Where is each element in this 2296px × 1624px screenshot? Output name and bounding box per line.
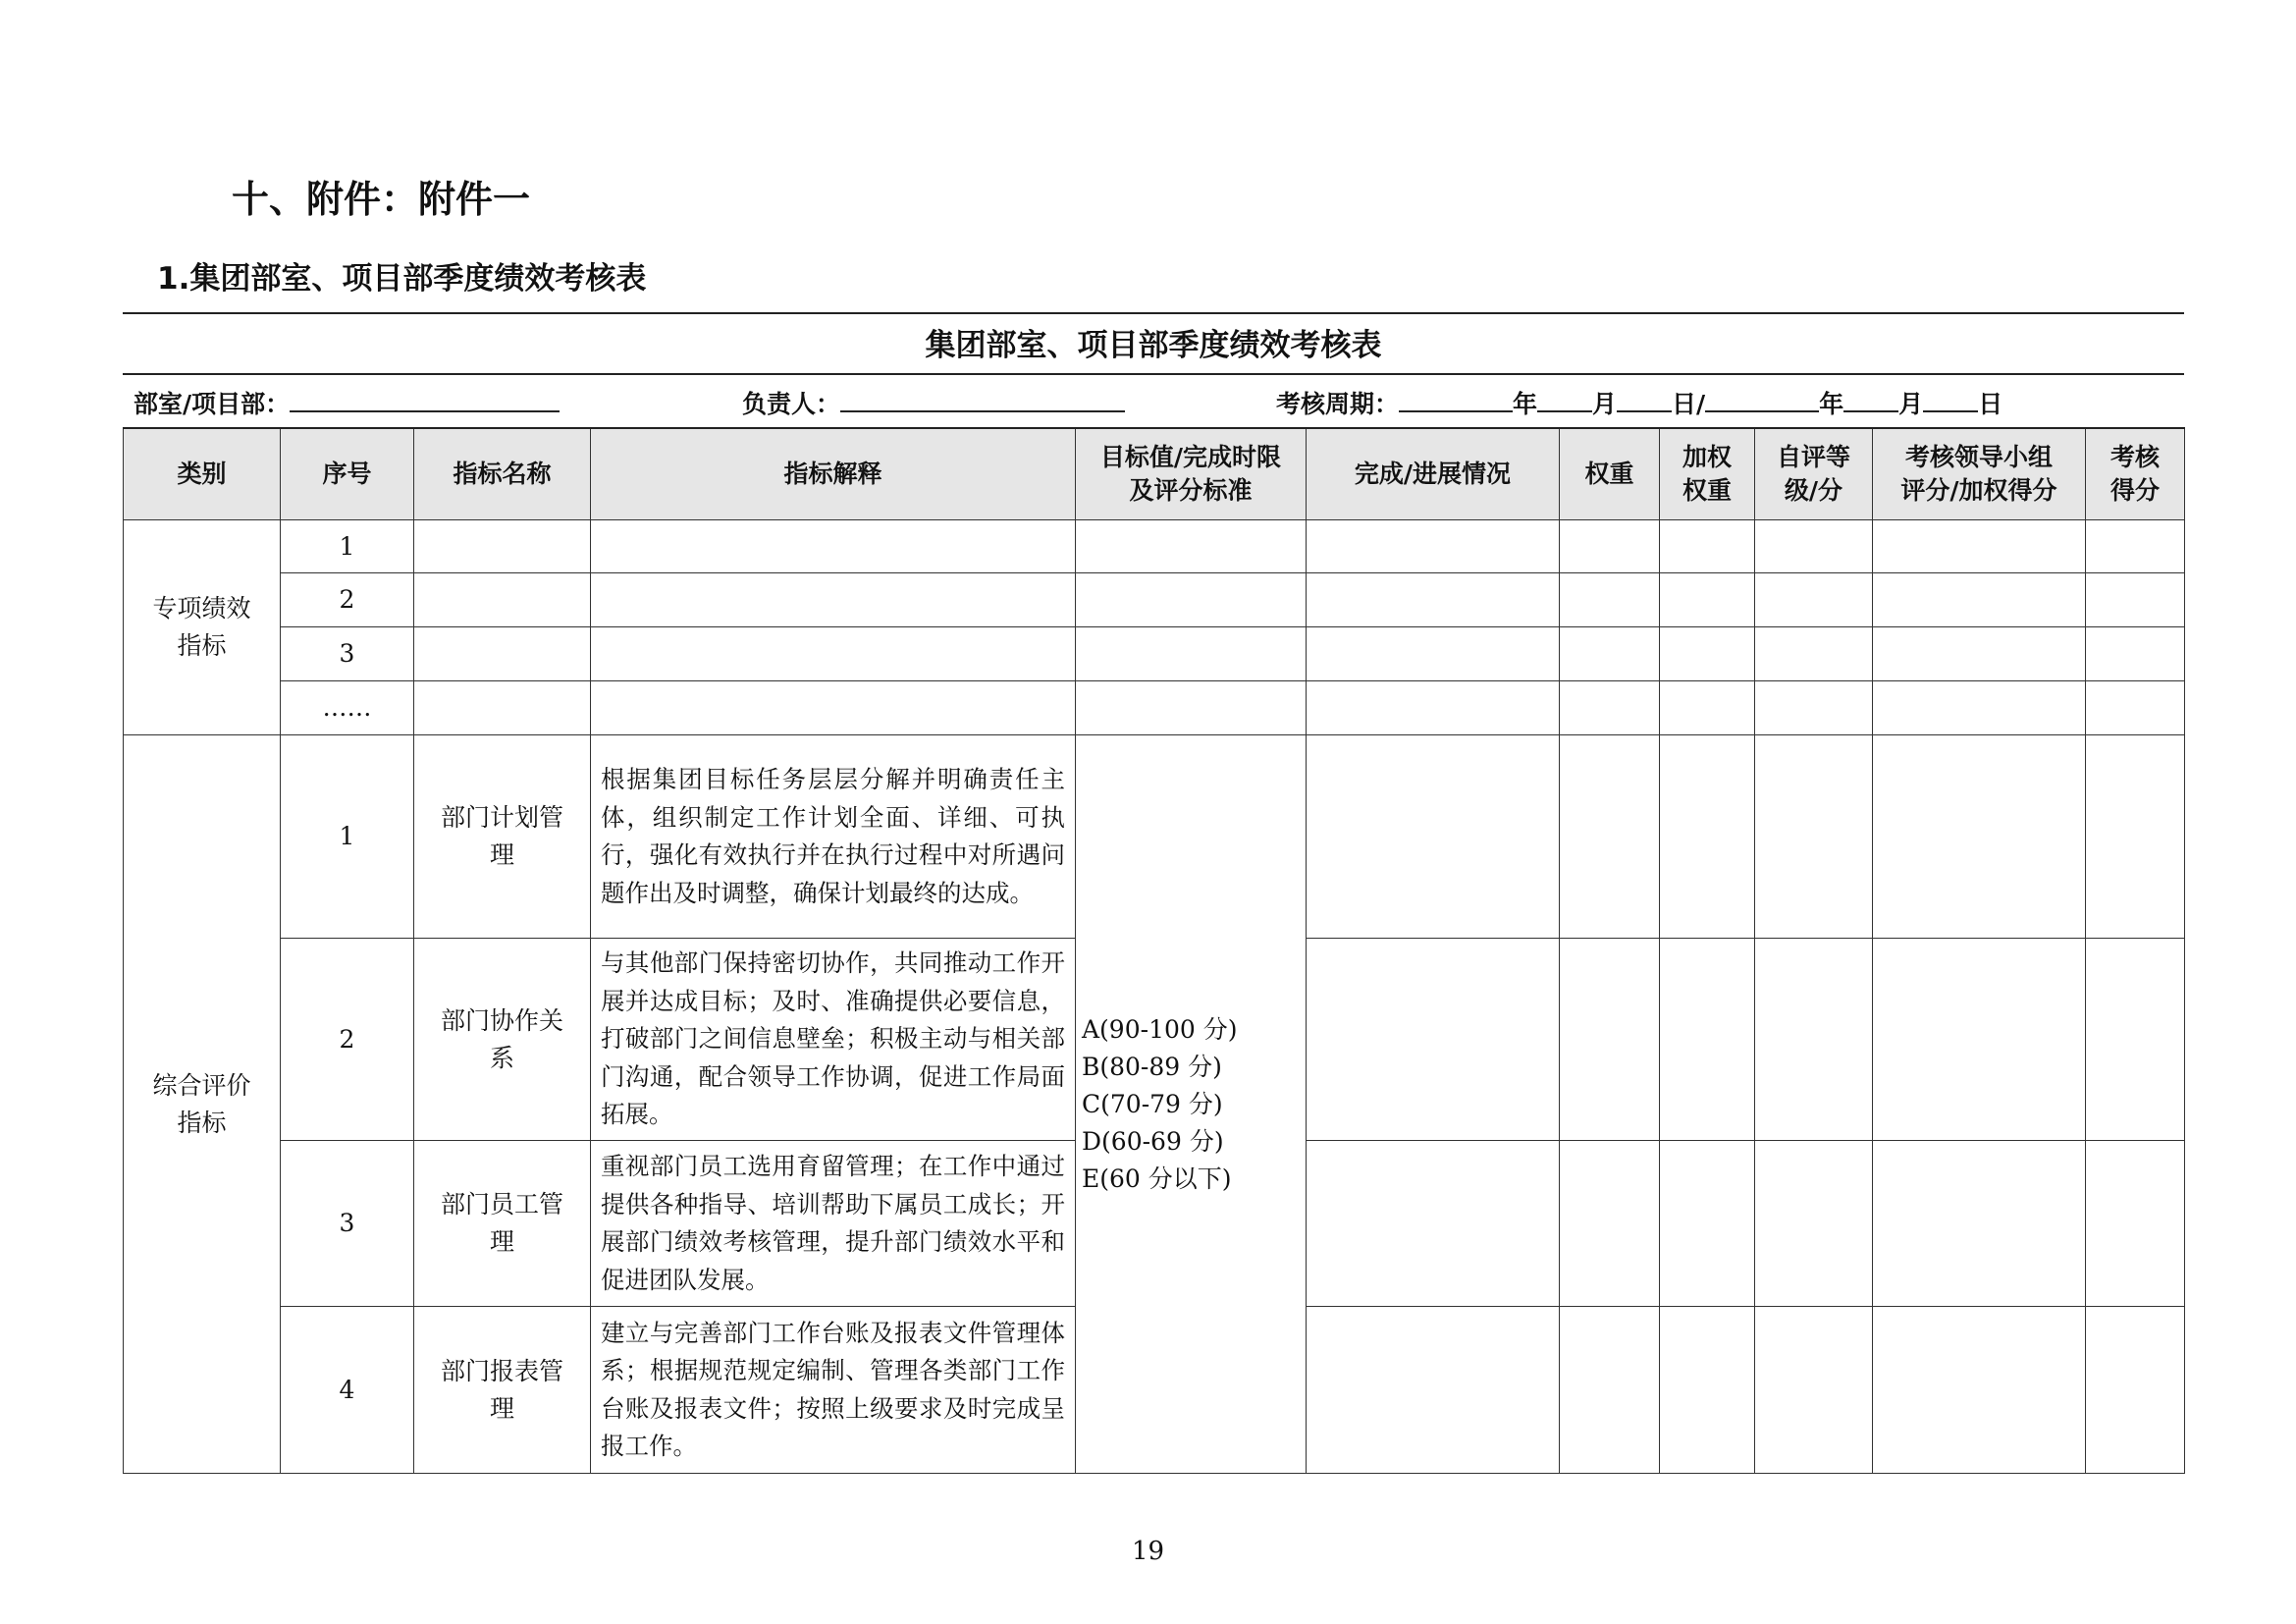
empty-cell[interactable] xyxy=(2086,1141,2185,1307)
empty-cell[interactable] xyxy=(591,681,1076,735)
empty-cell[interactable] xyxy=(1755,939,1873,1141)
empty-cell[interactable] xyxy=(1755,520,1873,573)
empty-cell[interactable] xyxy=(1660,573,1755,627)
category-comprehensive: 综合评价 指标 xyxy=(124,735,281,1474)
empty-cell[interactable] xyxy=(1307,627,1560,681)
empty-cell[interactable] xyxy=(1660,520,1755,573)
table-row xyxy=(124,735,2185,939)
top-rule xyxy=(123,312,2184,314)
empty-cell[interactable] xyxy=(1307,573,1560,627)
empty-cell[interactable] xyxy=(1307,1307,1560,1474)
empty-cell[interactable] xyxy=(414,627,591,681)
page-number: 19 xyxy=(1131,1537,1165,1566)
form-subheading: 1.集团部室、项目部季度绩效考核表 xyxy=(157,261,647,297)
header-row xyxy=(124,428,2185,520)
empty-cell[interactable] xyxy=(1755,681,1873,735)
empty-cell[interactable] xyxy=(1560,1307,1660,1474)
year-text: 年 xyxy=(1819,390,1844,418)
col-weight: 权重 xyxy=(1560,428,1660,520)
table-title: 集团部室、项目部季度绩效考核表 xyxy=(925,328,1382,363)
row-number: 2 xyxy=(281,939,414,1141)
indicator-explanation: 根据集团目标任务层层分解并明确责任主体，组织制定工作计划全面、详细、可执行，强化有效执行并在执行过程中对所遇问题作出及时调整，确保计划最终的达成。 xyxy=(591,735,1076,939)
empty-cell[interactable] xyxy=(1873,1307,2086,1474)
empty-cell[interactable] xyxy=(591,520,1076,573)
col-number: 序号 xyxy=(281,428,414,520)
dept-field xyxy=(133,385,560,420)
empty-cell[interactable] xyxy=(1755,735,1873,939)
col-category: 类别 xyxy=(124,428,281,520)
indicator-explanation: 与其他部门保持密切协作，共同推动工作开展并达成目标；及时、准确提供必要信息，打破部门之间信息壁垒；积极主动与相关部门沟通，配合领导工作协调，促进工作局面拓展。 xyxy=(591,939,1076,1141)
section-heading: 十、附件：附件一 xyxy=(232,178,531,221)
row-number: 1 xyxy=(281,735,414,939)
empty-cell[interactable] xyxy=(1560,681,1660,735)
empty-cell[interactable] xyxy=(591,573,1076,627)
row-number: 3 xyxy=(281,1141,414,1307)
empty-cell[interactable] xyxy=(1307,939,1560,1141)
table-row xyxy=(124,520,2185,573)
indicator-name: 部门报表管 理 xyxy=(414,1307,591,1474)
year-text: 年 xyxy=(1513,390,1538,418)
col-explanation: 指标解释 xyxy=(591,428,1076,520)
empty-cell[interactable] xyxy=(2086,573,2185,627)
empty-cell[interactable] xyxy=(1307,735,1560,939)
empty-cell[interactable] xyxy=(1660,681,1755,735)
empty-cell[interactable] xyxy=(1873,939,2086,1141)
empty-cell[interactable] xyxy=(1660,735,1755,939)
start-day-blank[interactable] xyxy=(1617,387,1672,412)
day-text: 日/ xyxy=(1672,390,1706,418)
period-field xyxy=(1276,385,2002,420)
empty-cell[interactable] xyxy=(2086,735,2185,939)
row-number: 1 xyxy=(281,520,414,573)
empty-cell[interactable] xyxy=(1076,520,1307,573)
indicator-name: 部门员工管 理 xyxy=(414,1141,591,1307)
empty-cell[interactable] xyxy=(1873,520,2086,573)
period-label: 考核周期： xyxy=(1276,390,1400,418)
empty-cell[interactable] xyxy=(1755,1141,1873,1307)
empty-cell[interactable] xyxy=(414,681,591,735)
indicator-explanation: 建立与完善部门工作台账及报表文件管理体系；根据规范规定编制、管理各类部门工作台账及报表文件；按照上级要求及时完成呈报工作。 xyxy=(591,1307,1076,1474)
empty-cell[interactable] xyxy=(1873,735,2086,939)
grading-standard: A(90-100 分) B(80-89 分) C(70-79 分) D(60-69 分) E(60 分以下) xyxy=(1076,735,1307,1474)
table-row xyxy=(124,573,2185,627)
indicator-name: 部门协作关 系 xyxy=(414,939,591,1141)
month-text: 月 xyxy=(1592,390,1618,418)
indicator-name: 部门计划管 理 xyxy=(414,735,591,939)
empty-cell[interactable] xyxy=(1755,1307,1873,1474)
col-final-score: 考核 得分 xyxy=(2086,428,2185,520)
empty-cell[interactable] xyxy=(1873,681,2086,735)
empty-cell[interactable] xyxy=(1307,1141,1560,1307)
col-indicator-name: 指标名称 xyxy=(414,428,591,520)
col-progress: 完成/进展情况 xyxy=(1307,428,1560,520)
start-month-blank[interactable] xyxy=(1537,387,1592,412)
empty-cell[interactable] xyxy=(414,520,591,573)
dept-blank[interactable] xyxy=(290,387,560,412)
row-number: 4 xyxy=(281,1307,414,1474)
empty-cell[interactable] xyxy=(1560,520,1660,573)
empty-cell[interactable] xyxy=(1560,573,1660,627)
empty-cell[interactable] xyxy=(1660,1141,1755,1307)
empty-cell[interactable] xyxy=(1873,1141,2086,1307)
empty-cell[interactable] xyxy=(591,627,1076,681)
dept-label: 部室/项目部： xyxy=(133,390,291,418)
empty-cell[interactable] xyxy=(1076,573,1307,627)
empty-cell[interactable] xyxy=(1873,627,2086,681)
row-number: …… xyxy=(281,681,414,735)
owner-label: 负责人： xyxy=(742,390,841,418)
end-year-blank[interactable] xyxy=(1705,387,1819,412)
end-month-blank[interactable] xyxy=(1843,387,1898,412)
title-rule xyxy=(123,373,2184,375)
day-end-text: 日 xyxy=(1978,390,2003,418)
empty-cell[interactable] xyxy=(1660,627,1755,681)
empty-cell[interactable] xyxy=(1873,573,2086,627)
empty-cell[interactable] xyxy=(1560,735,1660,939)
empty-cell[interactable] xyxy=(1307,681,1560,735)
empty-cell[interactable] xyxy=(1755,573,1873,627)
indicator-explanation: 重视部门员工选用育留管理；在工作中通过提供各种指导、培训帮助下属员工成长；开展部门绩效考核管理，提升部门绩效水平和促进团队发展。 xyxy=(591,1141,1076,1307)
col-weighted-weight: 加权 权重 xyxy=(1660,428,1755,520)
col-self-grade: 自评等 级/分 xyxy=(1755,428,1873,520)
empty-cell[interactable] xyxy=(2086,681,2185,735)
empty-cell[interactable] xyxy=(1660,1307,1755,1474)
empty-cell[interactable] xyxy=(1755,627,1873,681)
empty-cell[interactable] xyxy=(2086,520,2185,573)
empty-cell[interactable] xyxy=(1307,520,1560,573)
col-target: 目标值/完成时限 及评分标准 xyxy=(1076,428,1307,520)
category-special: 专项绩效 指标 xyxy=(124,520,281,735)
table-row xyxy=(124,627,2185,681)
assessment-table xyxy=(123,427,2185,1474)
empty-cell[interactable] xyxy=(1560,627,1660,681)
empty-cell[interactable] xyxy=(1076,627,1307,681)
empty-cell[interactable] xyxy=(2086,939,2185,1141)
row-number: 2 xyxy=(281,573,414,627)
owner-blank[interactable] xyxy=(840,387,1125,412)
col-leader-score: 考核领导小组 评分/加权得分 xyxy=(1873,428,2086,520)
empty-cell[interactable] xyxy=(2086,627,2185,681)
table-row xyxy=(124,681,2185,735)
end-day-blank[interactable] xyxy=(1923,387,1978,412)
owner-field xyxy=(742,385,1125,420)
row-number: 3 xyxy=(281,627,414,681)
month-text: 月 xyxy=(1898,390,1924,418)
empty-cell[interactable] xyxy=(1560,1141,1660,1307)
empty-cell[interactable] xyxy=(2086,1307,2185,1474)
start-year-blank[interactable] xyxy=(1399,387,1513,412)
empty-cell[interactable] xyxy=(1076,681,1307,735)
empty-cell[interactable] xyxy=(1660,939,1755,1141)
empty-cell[interactable] xyxy=(414,573,591,627)
empty-cell[interactable] xyxy=(1560,939,1660,1141)
